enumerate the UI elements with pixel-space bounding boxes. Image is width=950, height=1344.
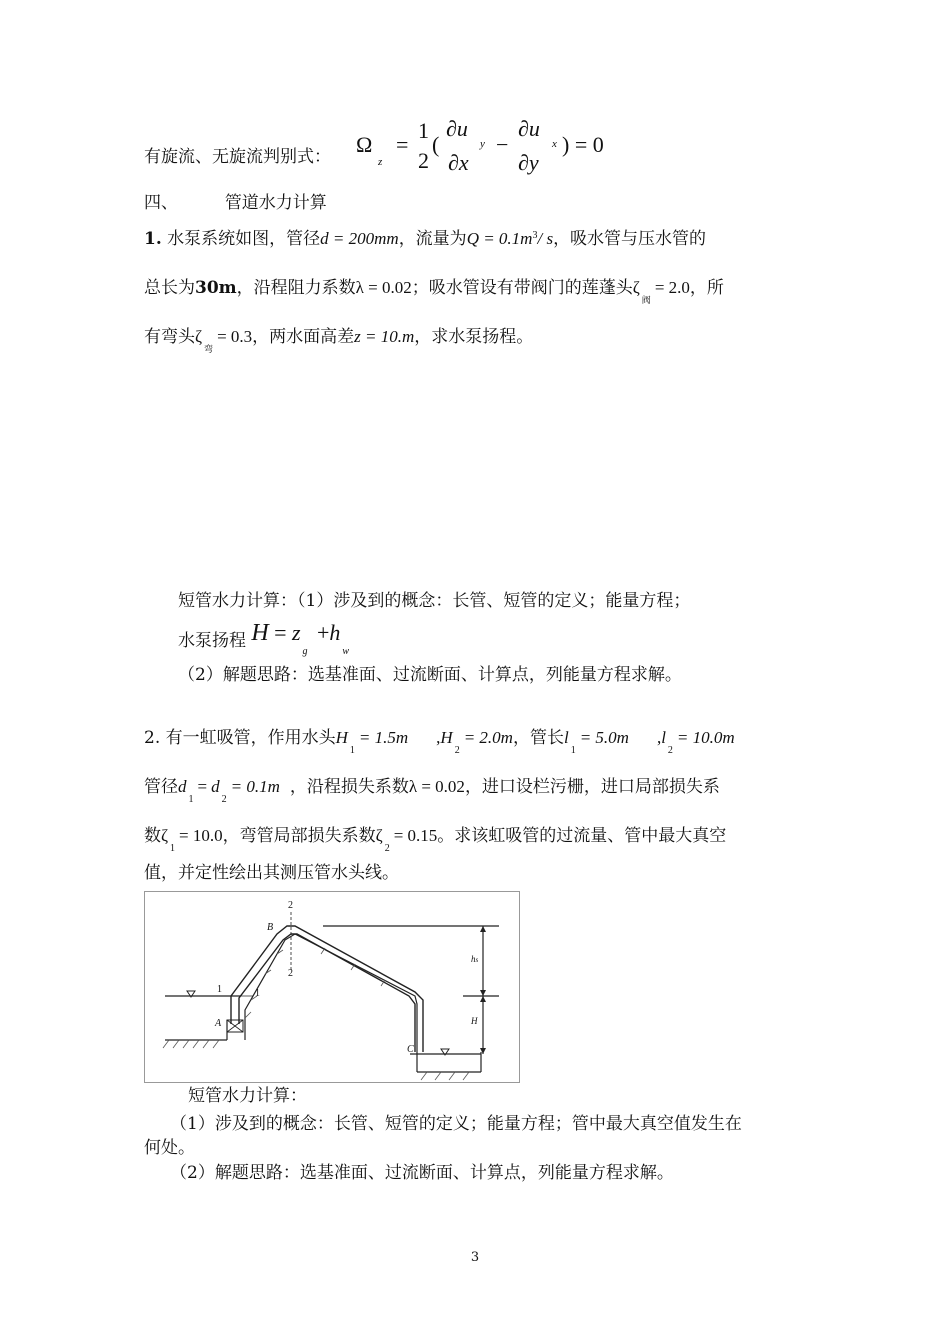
problem1-text: ，所 xyxy=(689,278,724,298)
note2-line3: 何处。 xyxy=(144,1138,195,1158)
problem2-d-val: = 0.1m xyxy=(230,777,280,796)
problem2-line3 xyxy=(144,825,727,854)
problem2-l2-sub: 2 xyxy=(667,745,673,756)
note2-line2: （1）涉及到的概念：长管、短管的定义；能量方程；管中最大真空值发生在 xyxy=(170,1114,742,1134)
note1-H: H xyxy=(251,620,269,646)
problem2-l2-val: = 10.0m xyxy=(676,728,735,747)
problem2-H1-sub: 1 xyxy=(349,745,355,756)
problem1-flow-sup: 3 xyxy=(532,230,538,241)
problem2-equals: = xyxy=(197,777,208,796)
problem1-flow: Q = 0.1m xyxy=(466,229,533,248)
note1-z: z xyxy=(291,620,301,645)
label-hs-sub: s xyxy=(475,956,479,964)
problem1-text: ；吸水管设有带阀门的莲蓬头 xyxy=(411,278,633,298)
section-heading xyxy=(144,192,327,214)
section-title: 管道水力计算 xyxy=(224,193,327,213)
problem1-line3 xyxy=(144,326,534,355)
problem2-d1: d xyxy=(178,777,187,796)
problem2-sep: , xyxy=(436,728,441,747)
problem2-line1 xyxy=(144,727,735,756)
note1-h-sub: w xyxy=(342,646,350,657)
problem2-text: 数 xyxy=(144,826,161,846)
problem1-zeta-valve: ζ xyxy=(632,278,640,297)
problem2-zeta1: ζ xyxy=(161,826,169,845)
problem2-H2-sub: 2 xyxy=(454,745,460,756)
formula-d1-num: ∂u xyxy=(446,116,468,141)
problem2-l1-sub: 1 xyxy=(570,745,576,756)
problem2-text: 管径 xyxy=(144,777,178,797)
problem1-line2 xyxy=(144,277,724,306)
formula-half-num: 1 xyxy=(418,118,429,143)
siphon-figure xyxy=(144,891,520,1083)
note1-label: 水泵扬程 xyxy=(178,631,246,651)
formula-half-den: 2 xyxy=(418,148,429,173)
problem2-zeta2: ζ xyxy=(375,826,383,845)
problem2-d2: d xyxy=(211,777,220,796)
problem2-H2-val: = 2.0m xyxy=(463,728,513,747)
problem1-text: ，沿程阻力系数 xyxy=(236,278,356,298)
problem1-length: 30m xyxy=(195,278,237,298)
formula-d2-num: ∂u xyxy=(518,116,540,141)
problem2-text: ，沿程损失系数 xyxy=(289,777,409,797)
problem2-zeta1-sub: 1 xyxy=(170,843,176,854)
label-section-2b: 2 xyxy=(288,968,293,979)
formula-d2-den: ∂y xyxy=(518,150,539,175)
problem2-l1-val: = 5.0m xyxy=(579,728,629,747)
label-section-2a: 2 xyxy=(288,900,293,911)
problem2-zeta2-sub: 2 xyxy=(384,843,390,854)
note1-line2 xyxy=(178,620,350,657)
note2-line4: （2）解题思路：选基准面、过流断面、计算点，列能量方程求解。 xyxy=(170,1163,674,1183)
formula-equals: = xyxy=(396,132,409,157)
label-B: B xyxy=(267,922,274,933)
label-hs-main: h xyxy=(471,954,476,964)
note1-line1: 短管水力计算：（1）涉及到的概念：长管、短管的定义；能量方程； xyxy=(178,591,691,611)
problem1-number: 1. xyxy=(144,229,162,249)
problem1-height: z = 10.m xyxy=(354,327,415,346)
formula-omega: Ω xyxy=(356,132,373,157)
problem2-line2 xyxy=(144,776,720,805)
problem2-text: 有一虹吸管，作用水头 xyxy=(165,728,336,748)
formula-d2-num-sub: x xyxy=(552,138,557,150)
problem1-zeta-bend-val: = 0.3 xyxy=(217,327,253,346)
siphon-diagram xyxy=(145,892,519,1082)
problem2-d2-sub: 2 xyxy=(221,794,227,805)
section-number: 四、 xyxy=(144,193,178,213)
problem1-text: ，求水泵扬程。 xyxy=(414,327,534,347)
problem2-l1: l xyxy=(563,728,569,747)
problem2-text: ，进口设栏污栅，进口局部损失系 xyxy=(464,777,720,797)
problem1-text: 总长为 xyxy=(144,278,195,298)
problem2-l2: l xyxy=(661,728,666,747)
formula-open-paren: ( xyxy=(432,132,440,157)
formula-d1-den: ∂x xyxy=(448,150,469,175)
note1-plus: + xyxy=(316,620,330,645)
problem1-flow-unit: / s xyxy=(537,229,554,248)
formula-d1-num-sub: y xyxy=(480,138,485,150)
note2-line1: 短管水力计算： xyxy=(188,1086,307,1106)
problem2-H2: H xyxy=(440,728,453,747)
formula-minus: − xyxy=(496,132,509,157)
problem1-line1 xyxy=(144,228,706,253)
label-A: A xyxy=(215,1018,222,1029)
problem1-zeta-valve-sub: 阀 xyxy=(641,296,651,306)
problem2-zeta1-val: = 10.0 xyxy=(179,826,223,845)
problem1-text: 有弯头 xyxy=(144,327,195,347)
label-C: C xyxy=(407,1044,414,1055)
label-section-1a: 1 xyxy=(217,984,222,995)
problem2-H1: H xyxy=(335,728,348,747)
problem1-text: ，两水面高差 xyxy=(252,327,355,347)
note1-h: h xyxy=(329,620,341,645)
label-section-1b: 1 xyxy=(255,988,260,999)
problem1-text: ，流量为 xyxy=(398,229,467,249)
problem2-number: 2. xyxy=(144,728,161,748)
problem2-text: ，管长 xyxy=(512,728,564,748)
problem2-line4: 值，并定性绘出其测压管水头线。 xyxy=(144,863,399,883)
problem1-zeta-valve-val: = 2.0 xyxy=(654,278,690,297)
problem1-lambda: λ = 0.02 xyxy=(355,278,412,297)
page-number: 3 xyxy=(470,1250,480,1265)
note1-equals: = xyxy=(274,620,287,645)
problem1-diameter: d = 200mm xyxy=(320,229,399,248)
label-H: H xyxy=(471,1016,478,1026)
formula-label: 有旋流、无旋流判别式： xyxy=(144,147,331,167)
problem2-lambda: λ = 0.02 xyxy=(408,777,465,796)
formula-close: ) = 0 xyxy=(562,132,604,157)
problem2-zeta2-val: = 0.15 xyxy=(393,826,438,845)
label-hs xyxy=(471,954,478,964)
problem1-zeta-bend-sub: 弯 xyxy=(204,345,214,355)
problem1-text: ，吸水管与压水管的 xyxy=(553,229,707,249)
problem2-H1-val: = 1.5m xyxy=(358,728,409,747)
note1-line3: （2）解题思路：选基准面、过流断面、计算点，列能量方程求解。 xyxy=(178,665,682,685)
problem2-sep: , xyxy=(656,728,662,747)
problem1-zeta-bend: ζ xyxy=(195,327,203,346)
problem2-d1-sub: 1 xyxy=(188,794,194,805)
note1-z-sub: g xyxy=(302,646,308,657)
problem2-text: 。求该虹吸管的过流量、管中最大真空 xyxy=(437,826,727,846)
problem2-text: ，弯管局部损失系数 xyxy=(222,826,376,846)
formula-omega-sub: z xyxy=(378,156,383,168)
problem1-text: 水泵系统如图，管径 xyxy=(167,229,321,249)
